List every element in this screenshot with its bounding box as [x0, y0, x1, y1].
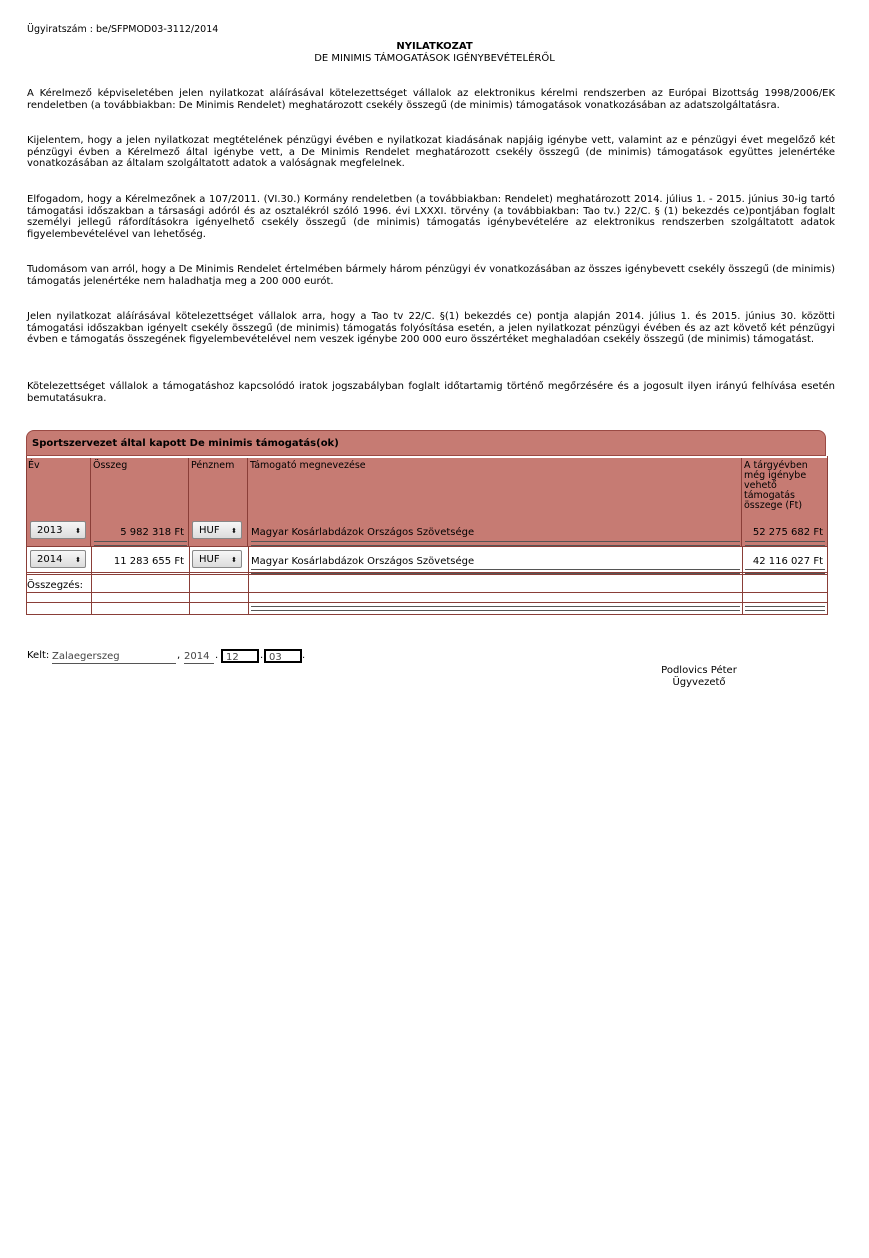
grid-v1c [91, 592, 92, 615]
year-select-row-1[interactable] [30, 521, 86, 539]
table-title: Sportszervezet által kapott De minimis támogatás(ok) [26, 430, 826, 456]
date-separator-2: . [215, 650, 219, 661]
grantor-underline-row-2 [251, 569, 740, 574]
year-select-row-2[interactable] [30, 550, 86, 568]
row-divider-3b [26, 592, 828, 593]
case-number: Ügyiratszám : be/SFPMOD03-3112/2014 [27, 24, 219, 35]
spinner-arrows-icon: ⬍ [75, 556, 81, 564]
summary-grantor-underline [251, 606, 740, 611]
remaining-row-1: 52 275 682 Ft [752, 527, 823, 538]
month-field[interactable]: 12 [221, 649, 259, 663]
date-separator-1: , [177, 650, 181, 661]
year-field[interactable]: 2014 [184, 650, 214, 664]
year-value-row-2: 2014 [37, 554, 63, 565]
grantor-underline-row-1 [251, 541, 740, 546]
spinner-arrows-icon: ⬍ [231, 527, 237, 535]
col-header-year: Év [26, 458, 91, 546]
amount-row-1: 5 982 318 Ft [120, 527, 184, 538]
de-minimis-table [26, 430, 828, 615]
grid-v1a [91, 546, 92, 574]
currency-select-row-1[interactable] [192, 521, 242, 539]
grantor-row-1: Magyar Kosárlabdázok Országos Szövetsége [251, 527, 475, 538]
document-subtitle: DE MINIMIS TÁMOGATÁSOK IGÉNYBEVÉTELÉRŐL [314, 53, 555, 64]
col-header-amount: Összeg [91, 458, 189, 546]
currency-select-row-2[interactable] [192, 550, 242, 568]
date-separator-3: . [260, 650, 264, 661]
paragraph-4: Tudomásom van arról, hogy a De Minimis Rendelet értelmében bármely három pénzügyi év vonatkozásában az összes igénybevett csekély összegű (de minimis) támogatás jelenértéke nem haladhatja meg a 200 000 eurót. [27, 264, 835, 287]
year-value-row-1: 2013 [37, 525, 63, 536]
grantor-row-2: Magyar Kosárlabdázok Országos Szövetsége [251, 556, 475, 567]
date-label: Kelt: [27, 650, 50, 661]
signer-name: Podlovics Péter [661, 665, 737, 676]
summary-remaining-underline [745, 606, 825, 611]
col-header-currency: Pénznem [189, 458, 248, 546]
paragraph-1: A Kérelmező képviseletében jelen nyilatkozat aláírásával kötelezettséget vállalok az elektronikus kérelmi rendszerben az Európai Bizottság 1998/2006/EK rendeletben (a továbbiakban: De Minimis Rendelet) meghatározott csekély összegű (de minimis) támogatások vonatkozásában az adatszolgáltatásra. [27, 88, 835, 111]
grid-v3c [248, 592, 249, 615]
remaining-underline-row-2 [745, 569, 825, 574]
col-header-remaining: A tárgyévben még igénybe vehető támogatás összege (Ft) [742, 458, 828, 546]
grid-v3a [248, 546, 249, 574]
paragraph-2: Kijelentem, hogy a jelen nyilatkozat megtételének pénzügyi évében e nyilatkozat kiadásának napjáig igénybe vett, valamint az e pénzügyi évet megelőző két pénzügyi évben a Kérelmező által igénybe vett, a De Minimis Rendelet meghatározott csekély összegű (de minimis) támogatások együttes jelenértéke vonatkozásában az általam szolgáltatott adatok a valóságnak megfelelnek. [27, 135, 835, 170]
amount-underline-row-1 [94, 541, 187, 546]
document-title: NYILATKOZAT [396, 41, 473, 52]
col-header-grantor: Támogató megnevezése [248, 458, 742, 546]
day-field[interactable]: 03 [264, 649, 302, 663]
row-divider-3 [26, 602, 828, 603]
grid-v4c [742, 592, 743, 615]
remaining-underline-row-1 [745, 541, 825, 546]
row-divider-1 [26, 546, 828, 547]
remaining-row-2: 42 116 027 Ft [752, 556, 823, 567]
paragraph-3: Elfogadom, hogy a Kérelmezőnek a 107/2011. (VI.30.) Kormány rendeletben (a továbbiakban: Rendelet) meghatározott 2014. július 1. - 2015. június 30-ig tartó támogatási időszakban a társasági adóról és az osztalékról szóló 1996. évi LXXXI. törvény (a továbbiakban: Tao tv.) 22/C. § (1) bekezdés ce)pontjában foglalt személyi jellegű ráfordításokra igényelhető csekély összegű (de minimis) támogatás igénybevételére az elektronikus rendszerben szolgáltatott adatok figyelembevételével van lehetőség. [27, 194, 835, 240]
spinner-arrows-icon: ⬍ [75, 527, 81, 535]
date-separator-4: . [302, 650, 306, 661]
grid-v2a [189, 546, 190, 574]
grid-v4a [742, 546, 743, 574]
paragraph-6: Kötelezettséget vállalok a támogatáshoz kapcsolódó iratok jogszabályban foglalt időtartamig történő megőrzésére és a jogosult ilyen irányú felhívása esetén bemutatásukra. [27, 381, 835, 404]
currency-value-row-1: HUF [199, 525, 220, 536]
signer-role: Ügyvezető [672, 677, 726, 688]
place-field[interactable]: Zalaegerszeg [52, 650, 176, 664]
table-border-bottom [26, 614, 828, 615]
row-divider-2 [26, 574, 828, 575]
currency-value-row-2: HUF [199, 554, 220, 565]
paragraph-5: Jelen nyilatkozat aláírásával kötelezettséget vállalok arra, hogy a Tao tv 22/C. §(1) bekezdés ce) pontja alapján 2014. július 1. és 2015. június 30. közötti támogatási időszakban igényelt csekély összegű (de minimis) támogatás folyósítása esetén, a jelen nyilatkozat pénzügyi évében és az azt követő két pénzügyi évben e támogatás összegének figyelembevételével nem veszek igénybe 200 000 euro összértéket meghaladóan csekély összegű (de minimis) támogatást. [27, 311, 835, 346]
document-title-block [0, 41, 869, 65]
summary-label: Összegzés: [27, 580, 84, 591]
grid-v2c [189, 592, 190, 615]
spinner-arrows-icon: ⬍ [231, 556, 237, 564]
amount-row-2: 11 283 655 Ft [113, 556, 184, 567]
